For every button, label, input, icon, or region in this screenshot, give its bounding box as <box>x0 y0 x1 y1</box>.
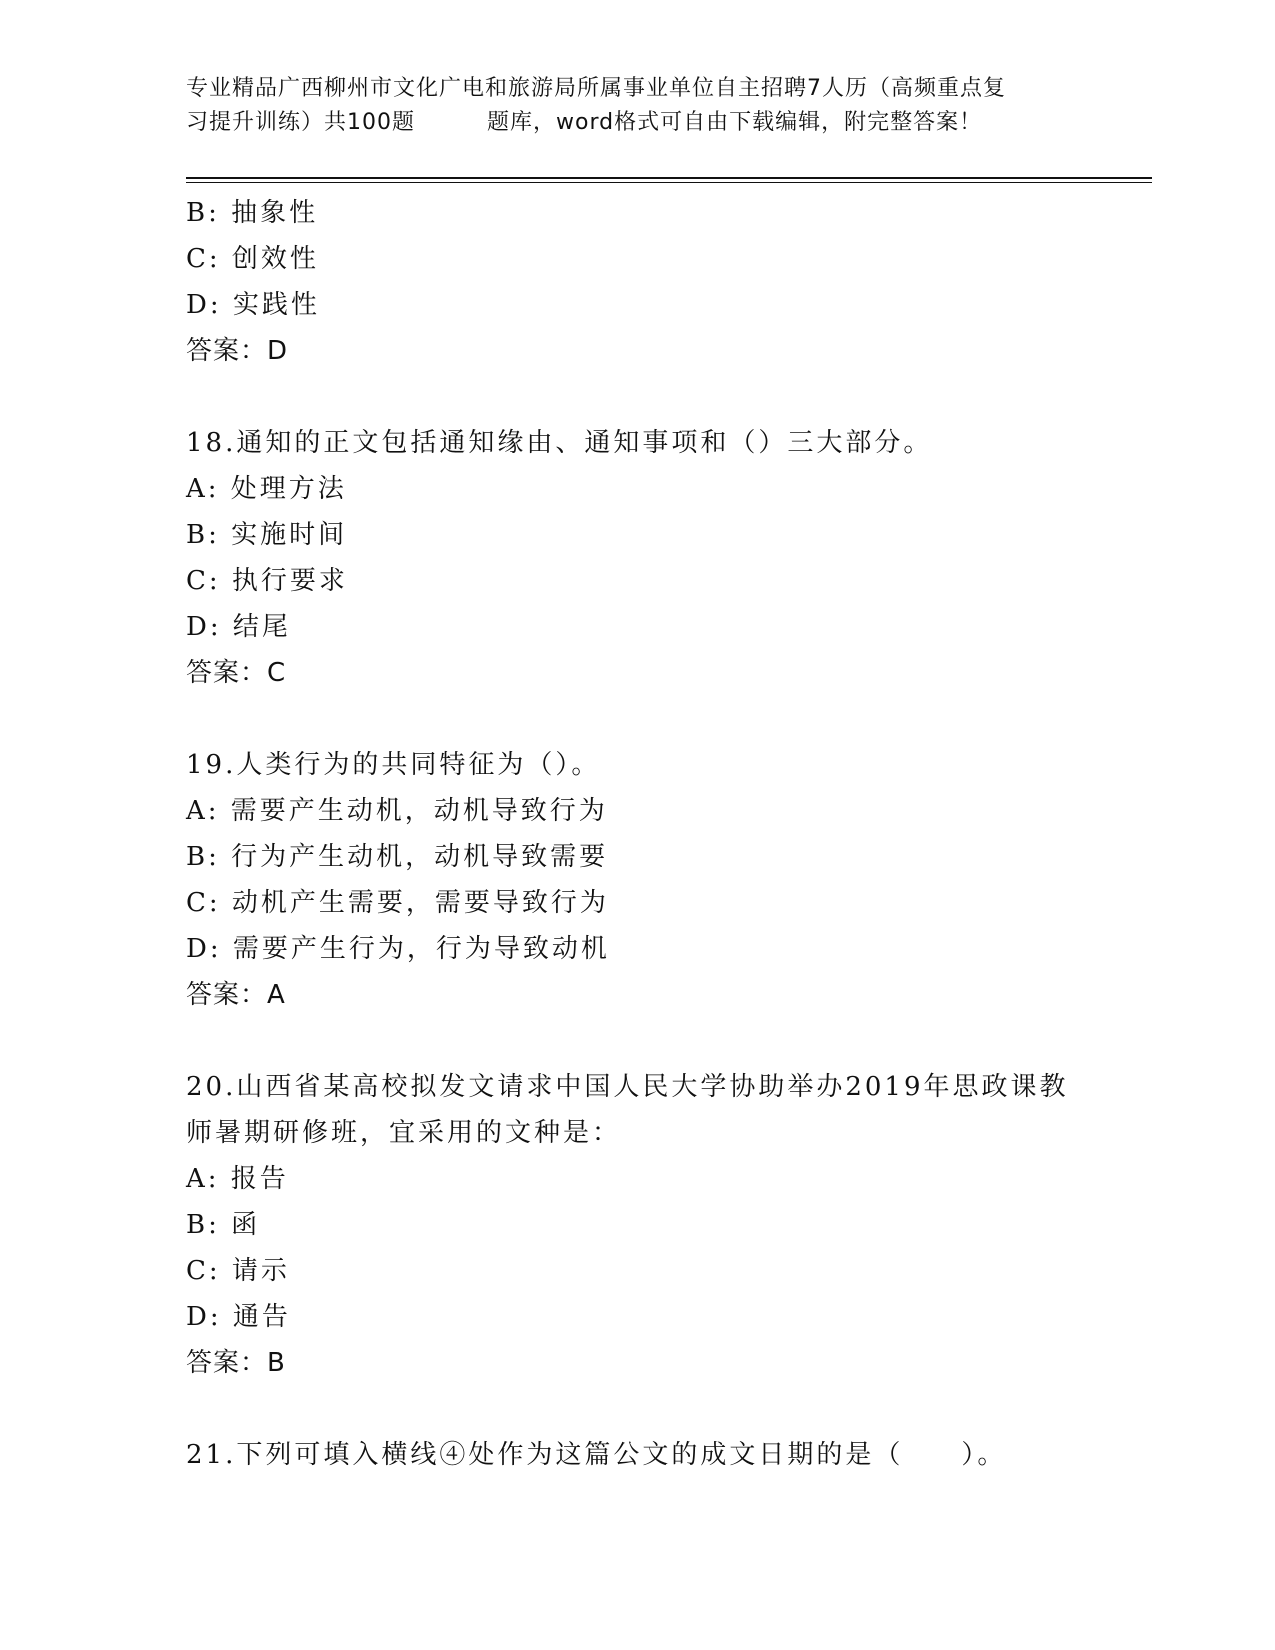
option-a: A: 处理方法 <box>186 474 347 504</box>
option-d: D: 通告 <box>186 1302 291 1332</box>
answer-line: 答案：C <box>186 658 287 688</box>
question-21 <box>186 1432 1146 1478</box>
document-header <box>186 72 1086 140</box>
option-a: A: 报告 <box>186 1164 289 1194</box>
answer-line: 答案：B <box>186 1348 286 1378</box>
question-spacer <box>186 696 1146 742</box>
question-list <box>186 190 1146 1478</box>
question-stem: 18.通知的正文包括通知缘由、通知事项和（）三大部分。 <box>186 428 933 458</box>
question-stem: 21.下列可填入横线④处作为这篇公文的成文日期的是（ ）。 <box>186 1440 1007 1470</box>
header-line-2-part-1: 习提升训练）共100题 <box>186 110 415 135</box>
option-d: D: 结尾 <box>186 612 291 642</box>
option-b: B: 函 <box>186 1210 261 1240</box>
option-c: C: 请示 <box>186 1256 290 1286</box>
question-stem: 20.山西省某高校拟发文请求中国人民大学协助举办2019年思政课教 <box>186 1072 1069 1102</box>
question-20 <box>186 1064 1146 1386</box>
header-line-2 <box>186 106 1086 140</box>
header-rule-thick <box>186 177 1152 179</box>
option-d: D: 需要产生行为，行为导致动机 <box>186 934 610 964</box>
option-c: C: 执行要求 <box>186 566 348 596</box>
answer-line: 答案：A <box>186 980 286 1010</box>
option-b: B: 行为产生动机，动机导致需要 <box>186 842 609 872</box>
answer-line: 答案：D <box>186 336 289 366</box>
header-line-2-part-2: 题库，word格式可自由下载编辑，附完整答案！ <box>487 110 983 135</box>
question-spacer <box>186 1018 1146 1064</box>
question-17-continued <box>186 190 1146 374</box>
header-rule-thin <box>186 182 1152 183</box>
question-stem: 19.人类行为的共同特征为（）。 <box>186 750 601 780</box>
option-d: D: 实践性 <box>186 290 320 320</box>
header-line-1: 专业精品广西柳州市文化广电和旅游局所属事业单位自主招聘7人历（高频重点复 <box>186 76 1006 101</box>
option-b: B: 实施时间 <box>186 520 348 550</box>
question-19 <box>186 742 1146 1018</box>
option-c: C: 创效性 <box>186 244 319 274</box>
option-a: A: 需要产生动机，动机导致行为 <box>186 796 608 826</box>
option-c: C: 动机产生需要，需要导致行为 <box>186 888 609 918</box>
question-spacer <box>186 374 1146 420</box>
question-stem-continued: 师暑期研修班，宜采用的文种是： <box>186 1118 622 1148</box>
option-b: B: 抽象性 <box>186 198 319 228</box>
question-spacer <box>186 1386 1146 1432</box>
question-18 <box>186 420 1146 696</box>
